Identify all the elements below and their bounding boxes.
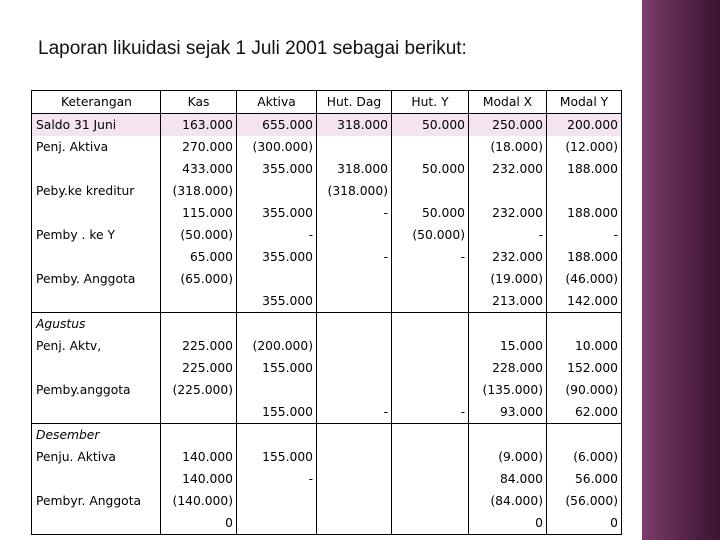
value-cell: (300.000) (237, 136, 317, 158)
value-cell (392, 335, 469, 357)
value-cell: 10.000 (547, 335, 622, 357)
value-cell (317, 446, 392, 468)
value-cell: (135.000) (469, 379, 547, 401)
value-cell: 355.000 (237, 290, 317, 313)
value-cell: (90.000) (547, 379, 622, 401)
table-row (32, 224, 622, 246)
value-cell: 65.000 (161, 246, 237, 268)
header-cell: Modal X (469, 91, 547, 114)
value-cell (392, 268, 469, 290)
row-label: Pembyr. Anggota (32, 490, 161, 512)
row-label (32, 202, 161, 224)
value-cell: (18.000) (469, 136, 547, 158)
header-cell: Hut. Y (392, 91, 469, 114)
value-cell (392, 180, 469, 202)
value-cell: 56.000 (547, 468, 622, 490)
value-cell: 93.000 (469, 401, 547, 424)
value-cell (237, 268, 317, 290)
value-cell (317, 313, 392, 336)
value-cell (392, 313, 469, 336)
value-cell (317, 490, 392, 512)
value-cell: 355.000 (237, 158, 317, 180)
value-cell: (6.000) (547, 446, 622, 468)
value-cell: 0 (161, 512, 237, 535)
table-row (32, 136, 622, 158)
row-label: Desember (32, 424, 161, 447)
value-cell: 318.000 (317, 158, 392, 180)
value-cell: 188.000 (547, 202, 622, 224)
value-cell (237, 180, 317, 202)
value-cell (317, 224, 392, 246)
header-cell: Keterangan (32, 91, 161, 114)
value-cell: 188.000 (547, 246, 622, 268)
value-cell: 140.000 (161, 468, 237, 490)
value-cell: - (237, 468, 317, 490)
value-cell (237, 424, 317, 447)
value-cell: - (469, 224, 547, 246)
value-cell (547, 424, 622, 447)
row-label: Pemby . ke Y (32, 224, 161, 246)
value-cell (317, 468, 392, 490)
value-cell: 0 (547, 512, 622, 535)
value-cell: 270.000 (161, 136, 237, 158)
value-cell: (50.000) (392, 224, 469, 246)
header-cell: Kas (161, 91, 237, 114)
value-cell (237, 313, 317, 336)
table-row (32, 202, 622, 224)
value-cell: 140.000 (161, 446, 237, 468)
value-cell: 232.000 (469, 246, 547, 268)
value-cell: 152.000 (547, 357, 622, 379)
row-label: Pemby. Anggota (32, 268, 161, 290)
value-cell: (50.000) (161, 224, 237, 246)
value-cell: 655.000 (237, 114, 317, 137)
value-cell (392, 468, 469, 490)
value-cell (317, 268, 392, 290)
header-cell: Aktiva (237, 91, 317, 114)
row-label: Penj. Aktv, (32, 335, 161, 357)
value-cell (317, 424, 392, 447)
table-row (32, 180, 622, 202)
value-cell (161, 401, 237, 424)
value-cell (392, 136, 469, 158)
value-cell: 355.000 (237, 202, 317, 224)
value-cell: (140.000) (161, 490, 237, 512)
value-cell: - (237, 224, 317, 246)
value-cell (392, 490, 469, 512)
row-label (32, 246, 161, 268)
row-label (32, 290, 161, 313)
table-row (32, 158, 622, 180)
decorative-side-band (642, 0, 720, 540)
value-cell: (318.000) (317, 180, 392, 202)
value-cell: 433.000 (161, 158, 237, 180)
table-row (32, 335, 622, 357)
table-row (32, 401, 622, 424)
row-label (32, 512, 161, 535)
value-cell (317, 136, 392, 158)
value-cell: (46.000) (547, 268, 622, 290)
value-cell: 155.000 (237, 357, 317, 379)
value-cell: (65.000) (161, 268, 237, 290)
value-cell: 355.000 (237, 246, 317, 268)
value-cell (317, 379, 392, 401)
table-row (32, 490, 622, 512)
table-row (32, 468, 622, 490)
row-label (32, 401, 161, 424)
table-row (32, 313, 622, 336)
value-cell: 232.000 (469, 158, 547, 180)
value-cell (392, 357, 469, 379)
value-cell (237, 512, 317, 535)
value-cell: 50.000 (392, 114, 469, 137)
row-label: Penj. Aktiva (32, 136, 161, 158)
value-cell: 213.000 (469, 290, 547, 313)
table-row (32, 446, 622, 468)
table-row (32, 379, 622, 401)
value-cell: (9.000) (469, 446, 547, 468)
value-cell (317, 512, 392, 535)
value-cell: (318.000) (161, 180, 237, 202)
value-cell: (12.000) (547, 136, 622, 158)
value-cell: 225.000 (161, 335, 237, 357)
row-label: Penju. Aktiva (32, 446, 161, 468)
value-cell: (56.000) (547, 490, 622, 512)
value-cell: 200.000 (547, 114, 622, 137)
value-cell: 84.000 (469, 468, 547, 490)
page-title: Laporan likuidasi sejak 1 Juli 2001 sebagai berikut: (38, 38, 467, 59)
value-cell (237, 379, 317, 401)
table-row (32, 114, 622, 137)
value-cell: 50.000 (392, 158, 469, 180)
value-cell: 142.000 (547, 290, 622, 313)
value-cell (317, 357, 392, 379)
row-label: Saldo 31 Juni (32, 114, 161, 137)
value-cell: 155.000 (237, 446, 317, 468)
value-cell (547, 180, 622, 202)
value-cell (547, 313, 622, 336)
value-cell: 250.000 (469, 114, 547, 137)
value-cell: 0 (469, 512, 547, 535)
value-cell (469, 424, 547, 447)
header-cell: Hut. Dag (317, 91, 392, 114)
value-cell (392, 446, 469, 468)
value-cell: 225.000 (161, 357, 237, 379)
table-row (32, 424, 622, 447)
row-label: Agustus (32, 313, 161, 336)
table-row (32, 290, 622, 313)
value-cell (392, 379, 469, 401)
row-label: Pemby.anggota (32, 379, 161, 401)
value-cell: (200.000) (237, 335, 317, 357)
value-cell: 155.000 (237, 401, 317, 424)
value-cell: - (317, 246, 392, 268)
table-row (32, 512, 622, 535)
table-row (32, 246, 622, 268)
value-cell (392, 424, 469, 447)
value-cell: 62.000 (547, 401, 622, 424)
value-cell (317, 290, 392, 313)
value-cell: (84.000) (469, 490, 547, 512)
value-cell: - (392, 246, 469, 268)
value-cell: 318.000 (317, 114, 392, 137)
value-cell (392, 512, 469, 535)
value-cell (317, 335, 392, 357)
value-cell (469, 313, 547, 336)
value-cell: - (392, 401, 469, 424)
value-cell: - (317, 202, 392, 224)
row-label: Peby.ke kreditur (32, 180, 161, 202)
value-cell: (225.000) (161, 379, 237, 401)
value-cell: 232.000 (469, 202, 547, 224)
value-cell: 188.000 (547, 158, 622, 180)
value-cell (237, 490, 317, 512)
value-cell: - (317, 401, 392, 424)
value-cell: 163.000 (161, 114, 237, 137)
row-label (32, 357, 161, 379)
value-cell: 15.000 (469, 335, 547, 357)
value-cell: - (547, 224, 622, 246)
value-cell (469, 180, 547, 202)
table-header-row (32, 91, 622, 114)
row-label (32, 468, 161, 490)
table-row (32, 357, 622, 379)
value-cell (161, 290, 237, 313)
value-cell: (19.000) (469, 268, 547, 290)
value-cell: 115.000 (161, 202, 237, 224)
header-cell: Modal Y (547, 91, 622, 114)
value-cell (161, 313, 237, 336)
value-cell: 228.000 (469, 357, 547, 379)
value-cell (392, 290, 469, 313)
table-row (32, 268, 622, 290)
value-cell (161, 424, 237, 447)
row-label (32, 158, 161, 180)
value-cell: 50.000 (392, 202, 469, 224)
liquidation-table (31, 90, 621, 530)
